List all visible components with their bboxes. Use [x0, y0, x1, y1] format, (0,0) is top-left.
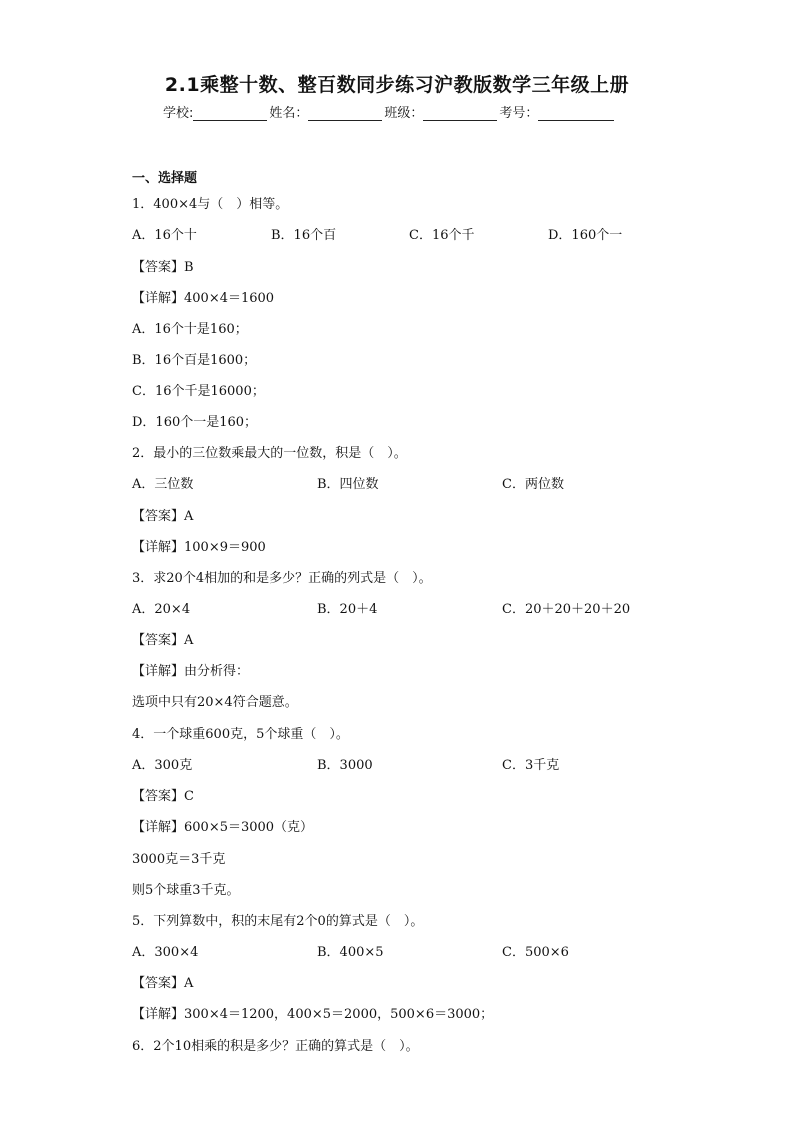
- q5-explain-line: 【详解】300×4＝1200，400×5＝2000，500×6＝3000；: [132, 1007, 494, 1022]
- q3-option-b: B．20＋4: [317, 602, 378, 617]
- number-label: 考号：: [499, 106, 539, 121]
- q1-explain-line: C．16个千是16000；: [132, 384, 265, 399]
- q4-explain-line: 【详解】600×5＝3000（克）: [132, 820, 314, 835]
- student-info-row: [163, 102, 683, 121]
- q4-explain-line: 则5个球重3千克。: [132, 883, 240, 898]
- name-label: 姓名：: [269, 106, 309, 121]
- q1-option-a: A．16个十: [132, 228, 197, 243]
- page-title: 2.1乘整十数、整百数同步练习沪教版数学三年级上册: [164, 74, 630, 96]
- q5-option-a: A．300×4: [132, 945, 199, 960]
- class-label: 班级：: [384, 106, 424, 121]
- q3-answer: 【答案】A: [132, 633, 194, 648]
- q1-answer: 【答案】B: [132, 260, 194, 275]
- q1-option-b: B．16个百: [271, 228, 337, 243]
- school-label: 学校:: [163, 106, 194, 121]
- q4-option-b: B．3000: [317, 758, 373, 773]
- name-blank[interactable]: [308, 108, 382, 121]
- class-blank[interactable]: [423, 108, 497, 121]
- q1-option-d: D．160个一: [548, 228, 623, 243]
- q3-option-a: A．20×4: [132, 602, 191, 617]
- q2-option-c: C．两位数: [502, 477, 564, 492]
- q1-explain-line: 【详解】400×4＝1600: [132, 291, 275, 306]
- q1-option-c: C．16个千: [409, 228, 475, 243]
- q3-explain-line: 选项中只有20×4符合题意。: [132, 695, 298, 710]
- q5-option-c: C．500×6: [502, 945, 569, 960]
- q3-option-c: C．20＋20＋20＋20: [502, 602, 631, 617]
- q2-answer: 【答案】A: [132, 509, 194, 524]
- question-2-stem: 2．最小的三位数乘最大的一位数，积是（ ）。: [132, 446, 407, 461]
- question-5-stem: 5．下列算数中，积的末尾有2个0的算式是（ ）。: [132, 914, 424, 929]
- q3-explain-line: 【详解】由分析得：: [132, 664, 250, 679]
- q2-option-b: B．四位数: [317, 477, 379, 492]
- school-blank[interactable]: [193, 108, 267, 121]
- number-blank[interactable]: [538, 108, 614, 121]
- question-4-stem: 4．一个球重600克，5个球重（ ）。: [132, 727, 349, 742]
- q2-option-a: A．三位数: [132, 477, 194, 492]
- q5-option-b: B．400×5: [317, 945, 384, 960]
- question-6-stem: 6．2个10相乘的积是多少？正确的算式是（ ）。: [132, 1039, 419, 1054]
- question-3-stem: 3．求20个4相加的和是多少？正确的列式是（ ）。: [132, 571, 432, 586]
- q4-option-c: C．3千克: [502, 758, 560, 773]
- q2-explain-line: 【详解】100×9＝900: [132, 540, 266, 555]
- q1-explain-line: B．16个百是1600；: [132, 353, 257, 368]
- q4-explain-line: 3000克＝3千克: [132, 852, 226, 867]
- q1-explain-line: A．16个十是160；: [132, 322, 248, 337]
- q4-option-a: A．300克: [132, 758, 193, 773]
- question-1-stem: 1．400×4与（ ）相等。: [132, 197, 289, 212]
- q1-explain-line: D．160个一是160；: [132, 415, 258, 430]
- q4-answer: 【答案】C: [132, 789, 194, 804]
- section-title: 一、选择题: [132, 171, 198, 186]
- q5-answer: 【答案】A: [132, 976, 194, 991]
